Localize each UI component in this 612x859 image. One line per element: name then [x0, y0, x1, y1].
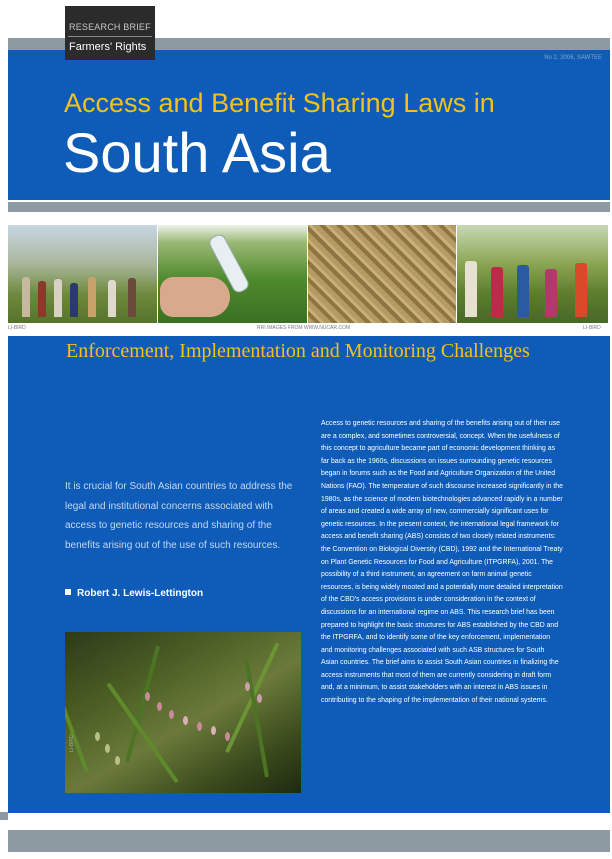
photo-women-maize-field	[457, 225, 608, 323]
photo-credit-right: LI-BIRD	[583, 325, 601, 331]
photo-farmers-field	[8, 225, 157, 323]
bottom-grey-rule	[8, 830, 610, 852]
research-brief-box	[65, 6, 155, 60]
header-band	[8, 50, 610, 200]
series-name: Farmers' Rights	[69, 41, 147, 53]
photo-credit-center: RRI IMAGES FROM WWW.NUCAR.COM	[257, 325, 351, 331]
photo-seed-vial-rice-field	[158, 225, 307, 323]
section-title: Enforcement, Implementation and Monitoring Challenges	[66, 340, 530, 362]
title-line-1: Access and Benefit Sharing Laws in	[64, 88, 495, 118]
title-line-2: South Asia	[63, 121, 331, 184]
author-name: Robert J. Lewis-Lettington	[77, 588, 204, 599]
bottom-left-grey-mark	[0, 812, 8, 820]
photo-credit-left: LI-BIRD	[8, 325, 26, 331]
body-text: Access to genetic resources and sharing of the benefits arising out of their use are a complex, and sometimes controversial, concept. When the usefulness of this concept to agriculture became part of economic development thinking as far back as the 1960s, discussions on issues surrounding genetic resources began in forums such as the Food and Agriculture Organization of the United Nations (FAO). The temperature of such discourse increased significantly in the 1980s, as the science of modern biotechnologies advanced rapidly in a number of areas and created a wide array of new, commercially significant uses for genetic resources. In the present context, the international legal framework for access and benefit sharing (ABS) consists of two closely related instruments: the Convention on Biological Diversity (CBD), 1992 and the International Treaty on Plant Genetic Resources for Food and Agriculture (ITPGRFA), 2001. The possibility of a third instrument, an agreement on farm animal genetic resources, is being widely mooted and a potentially more detailed interpretation of the CBD's access provisions is under consideration in the context of discussions for an international regime on ABS. This research brief has been prepared to highlight the basic structures for ABS established by the CBD and the ITPGRFA, and to identify some of the key enforcement, implementation and monitoring challenges associated with such ASB structures for South Asian countries. The brief aims to assist South Asian countries in finalizing the access instruments that most of them are currently considering in draft form and, at a minimum, to assist stakeholders with an interest in ABS issues in contributing to the shaping of the implementation of their national systems.	[321, 420, 563, 705]
brief-divider	[68, 36, 152, 37]
author-byline	[65, 588, 203, 599]
issue-note: No 2, 2006, SAWTEE	[544, 55, 602, 61]
rice-photo-credit: LI-BIRD	[69, 734, 75, 752]
lead-paragraph: It is crucial for South Asian countries to address the legal and institutional concerns associated with access to genetic resources and sharing of the benefits arising out of the use of such resources.	[65, 481, 293, 551]
research-brief-label: RESEARCH BRIEF	[69, 22, 151, 32]
main-content-band	[8, 336, 610, 813]
photo-woven-basket	[308, 225, 456, 323]
photo-rice-panicles	[65, 632, 301, 793]
bullet-square-icon	[65, 589, 71, 595]
middle-grey-rule	[8, 202, 610, 212]
